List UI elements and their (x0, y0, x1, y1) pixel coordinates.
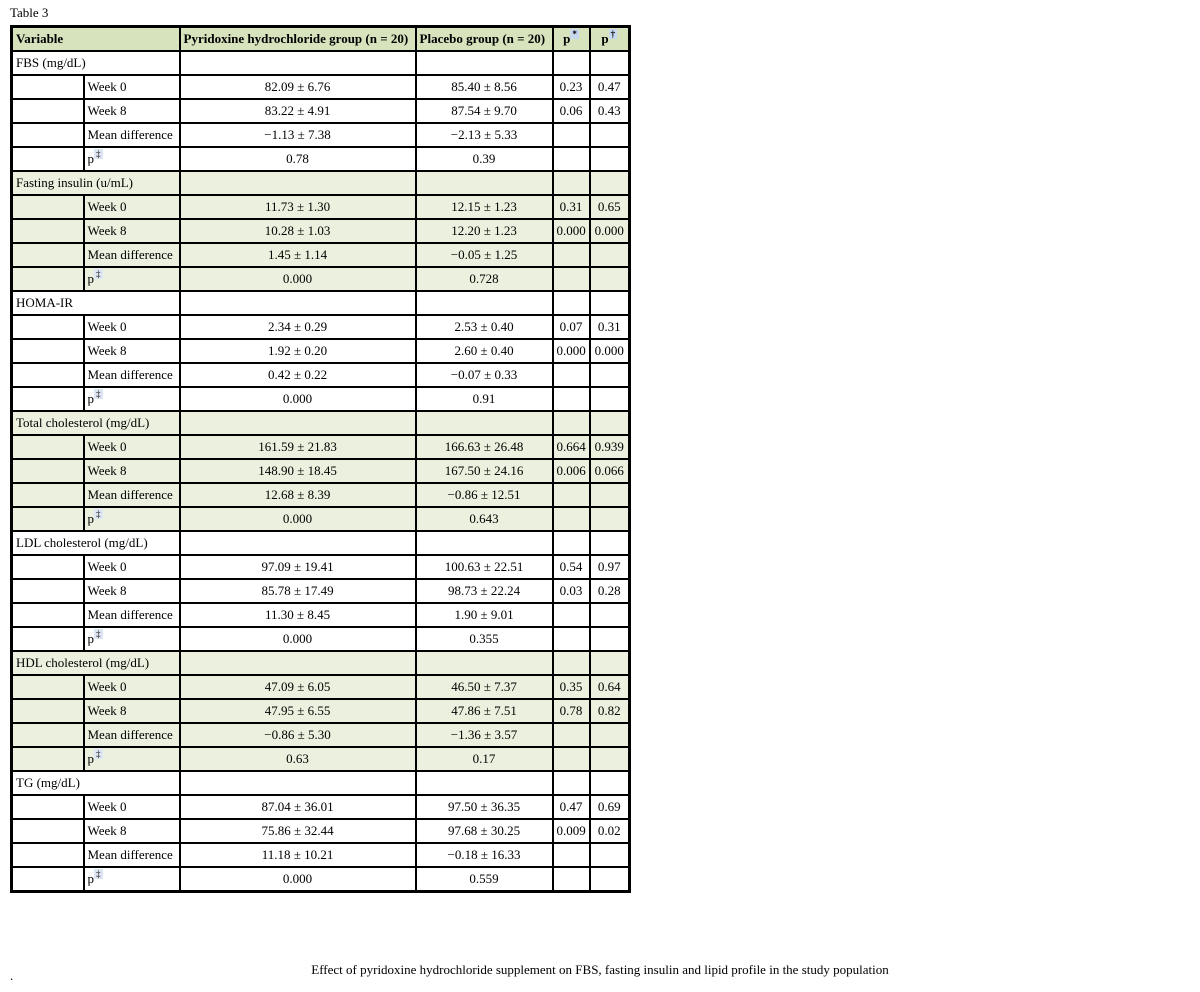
indent-cell (12, 627, 84, 651)
table-row (12, 603, 630, 627)
p-star-value: 0.664 (553, 435, 590, 459)
p-dagger-value (590, 363, 630, 387)
pyridoxine-value: −0.86 ± 5.30 (180, 723, 416, 747)
placebo-value: 2.53 ± 0.40 (416, 315, 553, 339)
p-star-value: 0.000 (553, 339, 590, 363)
row-label: Week 0 (84, 195, 180, 219)
row-label: Week 0 (84, 435, 180, 459)
p-dagger-value: 0.43 (590, 99, 630, 123)
placebo-value: 2.60 ± 0.40 (416, 339, 553, 363)
row-label: Week 0 (84, 795, 180, 819)
section-name: Total cholesterol (mg/dL) (12, 411, 180, 435)
pyridoxine-value: 0.42 ± 0.22 (180, 363, 416, 387)
p-dagger-value: 0.000 (590, 219, 630, 243)
empty-cell (416, 411, 553, 435)
placebo-value: 0.559 (416, 867, 553, 892)
row-label: Week 0 (84, 675, 180, 699)
placebo-value: 46.50 ± 7.37 (416, 675, 553, 699)
table-row (12, 99, 630, 123)
table-row (12, 459, 630, 483)
table-row (12, 627, 630, 651)
table-row (12, 243, 630, 267)
row-label: Week 8 (84, 339, 180, 363)
empty-cell (553, 291, 590, 315)
p-dagger-value (590, 243, 630, 267)
row-label: Week 0 (84, 75, 180, 99)
p-label: p (87, 631, 94, 646)
p-dagger-value: 0.939 (590, 435, 630, 459)
p-dagger-value (590, 627, 630, 651)
empty-cell (590, 651, 630, 675)
table-row (12, 795, 630, 819)
section-row (12, 411, 630, 435)
placebo-value: 85.40 ± 8.56 (416, 75, 553, 99)
pyridoxine-value: 0.63 (180, 747, 416, 771)
table-row (12, 699, 630, 723)
p-dagger-value (590, 843, 630, 867)
pyridoxine-value: 82.09 ± 6.76 (180, 75, 416, 99)
pyridoxine-value: 148.90 ± 18.45 (180, 459, 416, 483)
row-label (84, 267, 180, 291)
placebo-value: −1.36 ± 3.57 (416, 723, 553, 747)
header-variable: Variable (12, 27, 180, 52)
pyridoxine-value: 47.95 ± 6.55 (180, 699, 416, 723)
table-header (12, 27, 630, 52)
indent-cell (12, 363, 84, 387)
header-placebo-group: Placebo group (n = 20) (416, 27, 553, 52)
p-star-value (553, 123, 590, 147)
empty-cell (553, 771, 590, 795)
empty-cell (180, 291, 416, 315)
indent-cell (12, 795, 84, 819)
indent-cell (12, 603, 84, 627)
indent-cell (12, 387, 84, 411)
p-label: p (87, 151, 94, 166)
p-star-value: 0.54 (553, 555, 590, 579)
p-star-value: 0.31 (553, 195, 590, 219)
p-dagger-value (590, 507, 630, 531)
placebo-value: 0.728 (416, 267, 553, 291)
p-dagger-value: 0.82 (590, 699, 630, 723)
indent-cell (12, 219, 84, 243)
indent-cell (12, 75, 84, 99)
pyridoxine-value: 97.09 ± 19.41 (180, 555, 416, 579)
p-star-value (553, 627, 590, 651)
p-dagger-value: 0.000 (590, 339, 630, 363)
empty-cell (180, 771, 416, 795)
pyridoxine-value: 0.78 (180, 147, 416, 171)
row-label: Mean difference (84, 123, 180, 147)
placebo-value: 0.643 (416, 507, 553, 531)
indent-cell (12, 555, 84, 579)
pyridoxine-value: 161.59 ± 21.83 (180, 435, 416, 459)
section-row (12, 51, 630, 75)
empty-cell (553, 531, 590, 555)
double-dagger-superscript: ‡ (96, 388, 101, 399)
empty-cell (180, 531, 416, 555)
pyridoxine-value: 0.000 (180, 507, 416, 531)
table-row (12, 435, 630, 459)
table-row (12, 843, 630, 867)
table-row (12, 867, 630, 892)
placebo-value: 97.50 ± 36.35 (416, 795, 553, 819)
p-star-value (553, 603, 590, 627)
p-star-value (553, 507, 590, 531)
placebo-value: −0.18 ± 16.33 (416, 843, 553, 867)
table-row (12, 267, 630, 291)
row-label: Week 0 (84, 315, 180, 339)
table-row (12, 675, 630, 699)
empty-cell (180, 51, 416, 75)
row-label (84, 387, 180, 411)
row-label (84, 147, 180, 171)
p-star-value (553, 147, 590, 171)
p-dagger-value: 0.65 (590, 195, 630, 219)
p-star-value (553, 363, 590, 387)
p-star-value (553, 267, 590, 291)
pyridoxine-value: 0.000 (180, 267, 416, 291)
p-dagger-value: 0.69 (590, 795, 630, 819)
p-star-value (553, 483, 590, 507)
indent-cell (12, 315, 84, 339)
indent-cell (12, 819, 84, 843)
empty-cell (590, 291, 630, 315)
row-label: Mean difference (84, 243, 180, 267)
p-label: p (87, 751, 94, 766)
section-name: HOMA-IR (12, 291, 180, 315)
row-label: Mean difference (84, 603, 180, 627)
pyridoxine-value: 12.68 ± 8.39 (180, 483, 416, 507)
section-name: LDL cholesterol (mg/dL) (12, 531, 180, 555)
table-row (12, 219, 630, 243)
placebo-value: 98.73 ± 22.24 (416, 579, 553, 603)
pyridoxine-value: 0.000 (180, 387, 416, 411)
pyridoxine-value: 11.30 ± 8.45 (180, 603, 416, 627)
dagger-superscript: † (610, 28, 616, 39)
p-dagger-value: 0.066 (590, 459, 630, 483)
row-label: Week 8 (84, 99, 180, 123)
p-dagger-value (590, 387, 630, 411)
placebo-value: 97.68 ± 30.25 (416, 819, 553, 843)
pyridoxine-value: −1.13 ± 7.38 (180, 123, 416, 147)
p-star-value (553, 867, 590, 892)
row-label (84, 867, 180, 892)
table-row (12, 75, 630, 99)
header-p-star (553, 27, 590, 52)
p-label: p (563, 31, 571, 46)
section-row (12, 771, 630, 795)
placebo-value: 47.86 ± 7.51 (416, 699, 553, 723)
row-label: Week 8 (84, 459, 180, 483)
empty-cell (416, 171, 553, 195)
pyridoxine-value: 83.22 ± 4.91 (180, 99, 416, 123)
pyridoxine-value: 11.73 ± 1.30 (180, 195, 416, 219)
indent-cell (12, 507, 84, 531)
empty-cell (180, 651, 416, 675)
indent-cell (12, 843, 84, 867)
placebo-value: −0.05 ± 1.25 (416, 243, 553, 267)
empty-cell (416, 531, 553, 555)
placebo-value: −2.13 ± 5.33 (416, 123, 553, 147)
indent-cell (12, 723, 84, 747)
section-row (12, 531, 630, 555)
trailing-period: . (10, 968, 14, 983)
placebo-value: 87.54 ± 9.70 (416, 99, 553, 123)
indent-cell (12, 699, 84, 723)
double-dagger-superscript: ‡ (96, 628, 101, 639)
section-row (12, 651, 630, 675)
indent-cell (12, 579, 84, 603)
placebo-value: −0.07 ± 0.33 (416, 363, 553, 387)
p-star-value: 0.006 (553, 459, 590, 483)
table-row (12, 339, 630, 363)
p-dagger-value: 0.47 (590, 75, 630, 99)
table-row (12, 363, 630, 387)
p-star-value (553, 243, 590, 267)
empty-cell (416, 651, 553, 675)
row-label: Week 8 (84, 699, 180, 723)
indent-cell (12, 483, 84, 507)
row-label: Week 8 (84, 219, 180, 243)
section-name: TG (mg/dL) (12, 771, 180, 795)
pyridoxine-value: 47.09 ± 6.05 (180, 675, 416, 699)
placebo-value: 167.50 ± 24.16 (416, 459, 553, 483)
double-dagger-superscript: ‡ (96, 148, 101, 159)
p-dagger-value (590, 867, 630, 892)
p-star-value: 0.47 (553, 795, 590, 819)
p-dagger-value (590, 747, 630, 771)
p-label: p (87, 391, 94, 406)
empty-cell (180, 171, 416, 195)
table-row (12, 819, 630, 843)
table-body (12, 51, 630, 892)
empty-cell (590, 51, 630, 75)
row-label: Mean difference (84, 363, 180, 387)
p-star-value: 0.000 (553, 219, 590, 243)
double-dagger-superscript: ‡ (96, 868, 101, 879)
indent-cell (12, 459, 84, 483)
empty-cell (590, 771, 630, 795)
header-p-dagger (590, 27, 630, 52)
row-label (84, 627, 180, 651)
indent-cell (12, 243, 84, 267)
table-row (12, 483, 630, 507)
table-row (12, 195, 630, 219)
row-label: Week 8 (84, 819, 180, 843)
header-row (12, 27, 630, 52)
placebo-value: 100.63 ± 22.51 (416, 555, 553, 579)
p-dagger-value: 0.31 (590, 315, 630, 339)
p-star-value (553, 843, 590, 867)
p-label: p (87, 871, 94, 886)
table-row (12, 147, 630, 171)
p-dagger-value (590, 723, 630, 747)
pyridoxine-value: 0.000 (180, 627, 416, 651)
empty-cell (553, 51, 590, 75)
empty-cell (590, 411, 630, 435)
row-label: Mean difference (84, 483, 180, 507)
p-star-value: 0.03 (553, 579, 590, 603)
p-star-value: 0.35 (553, 675, 590, 699)
table-row (12, 579, 630, 603)
p-dagger-value (590, 483, 630, 507)
p-dagger-value (590, 147, 630, 171)
p-label: p (87, 271, 94, 286)
empty-cell (590, 531, 630, 555)
indent-cell (12, 339, 84, 363)
table-row (12, 387, 630, 411)
placebo-value: 166.63 ± 26.48 (416, 435, 553, 459)
pyridoxine-value: 2.34 ± 0.29 (180, 315, 416, 339)
p-dagger-value: 0.02 (590, 819, 630, 843)
empty-cell (553, 171, 590, 195)
empty-cell (180, 411, 416, 435)
row-label (84, 507, 180, 531)
indent-cell (12, 267, 84, 291)
empty-cell (416, 291, 553, 315)
indent-cell (12, 435, 84, 459)
p-star-value (553, 723, 590, 747)
table-row (12, 723, 630, 747)
double-dagger-superscript: ‡ (96, 748, 101, 759)
row-label: Mean difference (84, 723, 180, 747)
pyridoxine-value: 75.86 ± 32.44 (180, 819, 416, 843)
section-name: Fasting insulin (u/mL) (12, 171, 180, 195)
double-dagger-superscript: ‡ (96, 268, 101, 279)
p-label: p (87, 511, 94, 526)
indent-cell (12, 123, 84, 147)
placebo-value: 0.91 (416, 387, 553, 411)
p-star-value: 0.07 (553, 315, 590, 339)
indent-cell (12, 867, 84, 892)
p-dagger-value (590, 123, 630, 147)
header-pyridoxine-group: Pyridoxine hydrochloride group (n = 20) (180, 27, 416, 52)
indent-cell (12, 675, 84, 699)
table-row (12, 747, 630, 771)
pyridoxine-value: 85.78 ± 17.49 (180, 579, 416, 603)
pyridoxine-value: 0.000 (180, 867, 416, 892)
empty-cell (590, 171, 630, 195)
p-dagger-value (590, 267, 630, 291)
row-label: Mean difference (84, 843, 180, 867)
p-dagger-value: 0.97 (590, 555, 630, 579)
row-label: Week 0 (84, 555, 180, 579)
empty-cell (416, 771, 553, 795)
section-row (12, 171, 630, 195)
p-label: p (601, 31, 609, 46)
p-dagger-value: 0.28 (590, 579, 630, 603)
placebo-value: 12.15 ± 1.23 (416, 195, 553, 219)
placebo-value: 0.17 (416, 747, 553, 771)
indent-cell (12, 147, 84, 171)
p-star-value (553, 747, 590, 771)
results-table (10, 25, 631, 893)
pyridoxine-value: 10.28 ± 1.03 (180, 219, 416, 243)
double-dagger-superscript: ‡ (96, 508, 101, 519)
indent-cell (12, 747, 84, 771)
empty-cell (553, 411, 590, 435)
p-star-value: 0.06 (553, 99, 590, 123)
row-label (84, 747, 180, 771)
p-star-value: 0.009 (553, 819, 590, 843)
table-row (12, 555, 630, 579)
placebo-value: 12.20 ± 1.23 (416, 219, 553, 243)
p-star-value: 0.78 (553, 699, 590, 723)
row-label: Week 8 (84, 579, 180, 603)
pyridoxine-value: 1.45 ± 1.14 (180, 243, 416, 267)
p-dagger-value (590, 603, 630, 627)
p-star-value: 0.23 (553, 75, 590, 99)
table-caption: Effect of pyridoxine hydrochloride supplement on FBS, fasting insulin and lipid profile in the study population (311, 962, 889, 977)
indent-cell (12, 195, 84, 219)
section-name: FBS (mg/dL) (12, 51, 180, 75)
empty-cell (416, 51, 553, 75)
placebo-value: −0.86 ± 12.51 (416, 483, 553, 507)
placebo-value: 1.90 ± 9.01 (416, 603, 553, 627)
p-dagger-value: 0.64 (590, 675, 630, 699)
pyridoxine-value: 1.92 ± 0.20 (180, 339, 416, 363)
placebo-value: 0.39 (416, 147, 553, 171)
pyridoxine-value: 87.04 ± 36.01 (180, 795, 416, 819)
table-label: Table 3 (10, 5, 49, 20)
pyridoxine-value: 11.18 ± 10.21 (180, 843, 416, 867)
table-row (12, 507, 630, 531)
indent-cell (12, 99, 84, 123)
placebo-value: 0.355 (416, 627, 553, 651)
table-row (12, 315, 630, 339)
table-row (12, 123, 630, 147)
asterisk-superscript: * (572, 28, 577, 39)
section-row (12, 291, 630, 315)
p-star-value (553, 387, 590, 411)
section-name: HDL cholesterol (mg/dL) (12, 651, 180, 675)
empty-cell (553, 651, 590, 675)
